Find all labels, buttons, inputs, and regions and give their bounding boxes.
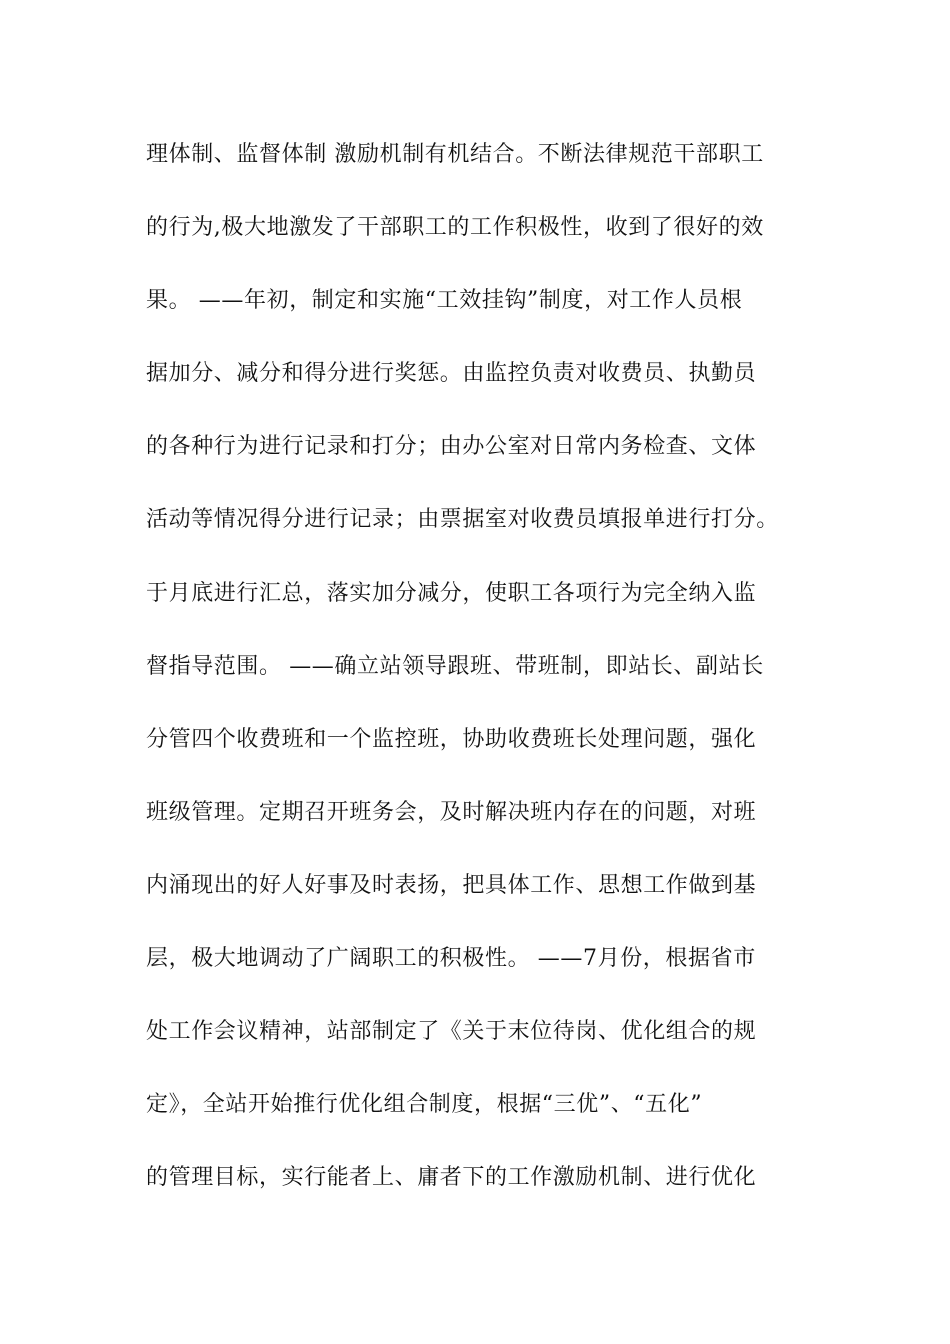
text-line: 的管理目标，实行能者上、庸者下的工作激励机制、进行优化 — [146, 1165, 757, 1191]
text-line: 据加分、减分和得分进行奖惩。由监控负责对收费员、执勤员 — [146, 361, 757, 387]
text-line: 的各种行为进行记录和打分；由办公室对日常内务检查、文体 — [146, 434, 757, 460]
text-line: 督指导范围。 ——确立站领导跟班、带班制，即站长、副站长 — [146, 653, 764, 679]
body-text — [146, 129, 846, 1225]
text-line: 果。 ——年初，制定和实施“工效挂钩”制度，对工作人员根 — [146, 288, 743, 314]
text-line: 活动等情况得分进行记录；由票据室对收费员填报单进行打分。 — [146, 507, 779, 533]
text-line: 分管四个收费班和一个监控班，协助收费班长处理问题，强化 — [146, 726, 757, 752]
text-line: 处工作会议精神，站部制定了《关于末位待岗、优化组合的规 — [146, 1019, 757, 1045]
text-line: 层，极大地调动了广阔职工的积极性。 ——7月份，根据省市 — [146, 946, 756, 972]
text-line: 班级管理。定期召开班务会，及时解决班内存在的问题，对班 — [146, 799, 757, 825]
text-line: 于月底进行汇总，落实加分减分，使职工各项行为完全纳入监 — [146, 580, 757, 606]
text-line: 定》，全站开始推行优化组合制度，根据“三优”、“五化” — [146, 1092, 703, 1118]
text-line: 的行为,极大地激发了干部职工的工作积极性，收到了很好的效 — [146, 215, 764, 241]
text-line: 理体制、监督体制 激励机制有机结合。不断法律规范干部职工 — [146, 142, 764, 167]
text-line: 内涌现出的好人好事及时表扬，把具体工作、思想工作做到基 — [146, 872, 757, 898]
